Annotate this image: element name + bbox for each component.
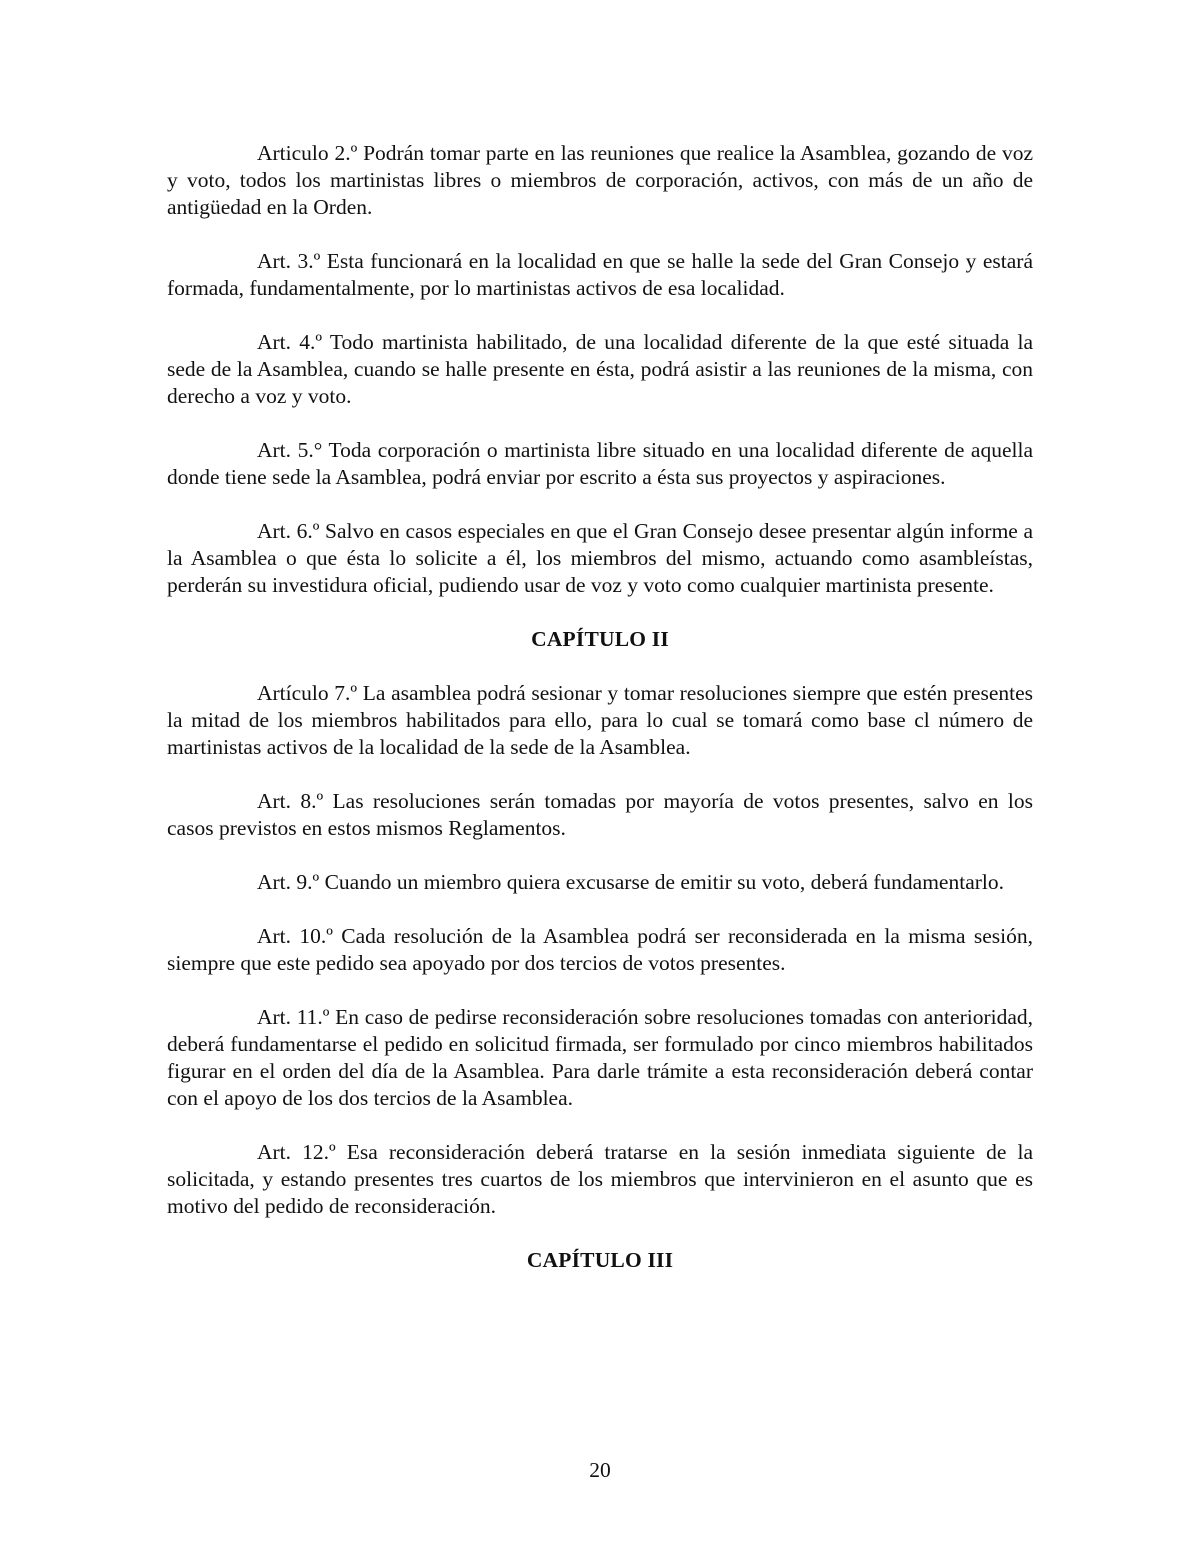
chapter-2-heading: CAPÍTULO II <box>531 627 669 651</box>
article-8: Art. 8.º Las resoluciones serán tomadas por mayoría de votos presentes, salvo en los casos previstos en estos mismos Reglamentos. <box>167 789 1033 840</box>
article-6: Art. 6.º Salvo en casos especiales en que el Gran Consejo desee presentar algún informe a la Asamblea o que ésta lo solicite a él, los miembros del mismo, actuando como asambleístas, perderán su investidura oficial, pudiendo usar de voz y voto como cualquier martinista presente. <box>167 519 1033 597</box>
article-3: Art. 3.º Esta funcionará en la localidad en que se halle la sede del Gran Consejo y estará formada, fundamentalmente, por lo martinistas activos de esa localidad. <box>167 249 1033 300</box>
article-9: Art. 9.º Cuando un miembro quiera excusarse de emitir su voto, deberá fundamentarlo. <box>257 870 1004 894</box>
article-5: Art. 5.° Toda corporación o martinista libre situado en una localidad diferente de aquella donde tiene sede la Asamblea, podrá enviar por escrito a ésta sus proyectos y aspiraciones. <box>167 438 1033 489</box>
article-10: Art. 10.º Cada resolución de la Asamblea podrá ser reconsiderada en la misma sesión, siempre que este pedido sea apoyado por dos tercios de votos presentes. <box>167 924 1033 975</box>
article-7: Artículo 7.º La asamblea podrá sesionar y tomar resoluciones siempre que estén presentes la mitad de los miembros habilitados para ello, para lo cual se tomará como base cl número de martinistas activos de la localidad de la sede de la Asamblea. <box>167 681 1033 759</box>
page-number: 20 <box>589 1458 611 1482</box>
article-12: Art. 12.º Esa reconsideración deberá tratarse en la sesión inmediata siguiente de la solicitada, y estando presentes tres cuartos de los miembros que intervinieron en el asunto que es motivo del pedido de reconsideración. <box>167 1140 1033 1218</box>
article-4: Art. 4.º Todo martinista habilitado, de una localidad diferente de la que esté situada la sede de la Asamblea, cuando se halle presente en ésta, podrá asistir a las reuniones de la misma, con derecho a voz y voto. <box>167 330 1033 408</box>
article-11: Art. 11.º En caso de pedirse reconsideración sobre resoluciones tomadas con anterioridad, deberá fundamentarse el pedido en solicitud firmada, ser formulado por cinco miembros habilitados figurar en el orden del día de la Asamblea. Para darle trámite a esta reconsideración deberá contar con el apoyo de los dos tercios de la Asamblea. <box>167 1005 1033 1110</box>
page-body <box>167 140 1033 1274</box>
chapter-3-heading: CAPÍTULO III <box>526 1248 674 1272</box>
article-2: Articulo 2.º Podrán tomar parte en las reuniones que realice la Asamblea, gozando de voz y voto, todos los martinistas libres o miembros de corporación, activos, con más de un año de antigüedad en la Orden. <box>167 141 1033 219</box>
